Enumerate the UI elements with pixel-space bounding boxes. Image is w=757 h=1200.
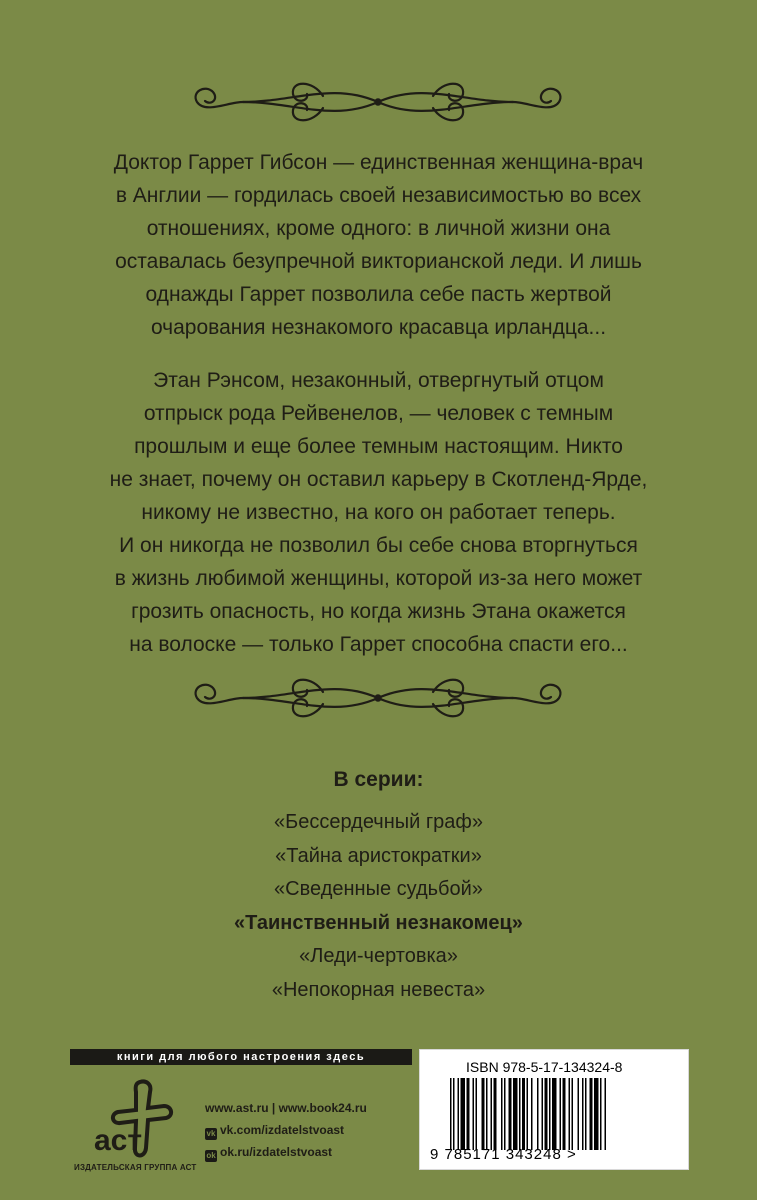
flourish-icon (183, 668, 573, 728)
text-line: И он никогда не позволил бы себе снова вторгнуться (119, 534, 638, 557)
websites-link[interactable]: www.ast.ru | www.book24.ru (205, 1101, 367, 1115)
text-line: Доктор Гаррет Гибсон — единственная женщина-врач (113, 151, 644, 174)
publisher-caption: ИЗДАТЕЛЬСКАЯ ГРУППА АСТ (74, 1163, 197, 1172)
series-title-current: «Таинственный незнакомец» (234, 911, 523, 934)
series-title: «Сведенные судьбой» (274, 878, 483, 901)
ornament-divider-bottom (183, 668, 573, 728)
series-title: «Бессердечный граф» (274, 811, 483, 833)
ok-icon: ok (206, 1151, 216, 1160)
logo-text: аст (94, 1124, 143, 1157)
text-line: отпрыск рода Рейвенелов, — человек с темным (143, 402, 614, 425)
text-line: не знает, почему он оставил карьеру в Скотленд-Ярде, (109, 468, 648, 491)
description-paragraph-2 (70, 364, 687, 661)
barcode-digits: 9 785171 343248 > (430, 1146, 577, 1163)
ornament-divider-top (183, 72, 573, 132)
vk-icon: vk (206, 1129, 216, 1138)
publisher-links (205, 1100, 367, 1166)
isbn-barcode-box (419, 1049, 689, 1170)
series-title: «Непокорная невеста» (271, 978, 486, 1001)
text-line: в Англии — гордилась своей независимостью во всех (115, 184, 642, 207)
series-list (0, 806, 757, 1008)
barcode-icon (448, 1078, 668, 1150)
flourish-icon (183, 72, 573, 132)
series-title: «Леди-чертовка» (299, 945, 458, 968)
publisher-logo (78, 1078, 182, 1166)
ok-link[interactable] (205, 1144, 367, 1166)
text-line: очарования незнакомого красавца ирландца... (150, 316, 607, 339)
vk-link[interactable] (205, 1122, 367, 1144)
text-line: в жизнь любимой женщины, которой из-за него может (114, 567, 643, 590)
isbn-label: ISBN 978-5-17-134324-8 (466, 1059, 623, 1075)
series-heading: В серии: (333, 768, 424, 791)
text-line: прошлым и еще более темным настоящим. Никто (134, 435, 623, 458)
text-line: никому не известно, на кого он работает теперь. (141, 501, 616, 524)
series-title: «Тайна аристократки» (275, 844, 482, 867)
text-line: Этан Рэнсом, незаконный, отвергнутый отцом (153, 369, 604, 392)
text-line: отношениях, кроме одного: в личной жизни она (146, 217, 611, 240)
text-line: на волоске — только Гаррет способна спасти его... (129, 633, 628, 656)
description-paragraph-1 (70, 146, 687, 344)
text-line: оставалась безупречной викторианской леди. И лишь (115, 250, 642, 273)
ast-logo-icon (78, 1078, 182, 1166)
text-line: грозить опасность, но когда жизнь Этана окажется (131, 600, 626, 623)
publisher-banner: книги для любого настроения здесь (70, 1049, 412, 1065)
vk-link-text: vk.com/izdatelstvoast (220, 1123, 345, 1137)
text-line: однажды Гаррет позволила себе пасть жертвой (145, 283, 612, 306)
ok-link-text: ok.ru/izdatelstvoast (220, 1145, 333, 1159)
